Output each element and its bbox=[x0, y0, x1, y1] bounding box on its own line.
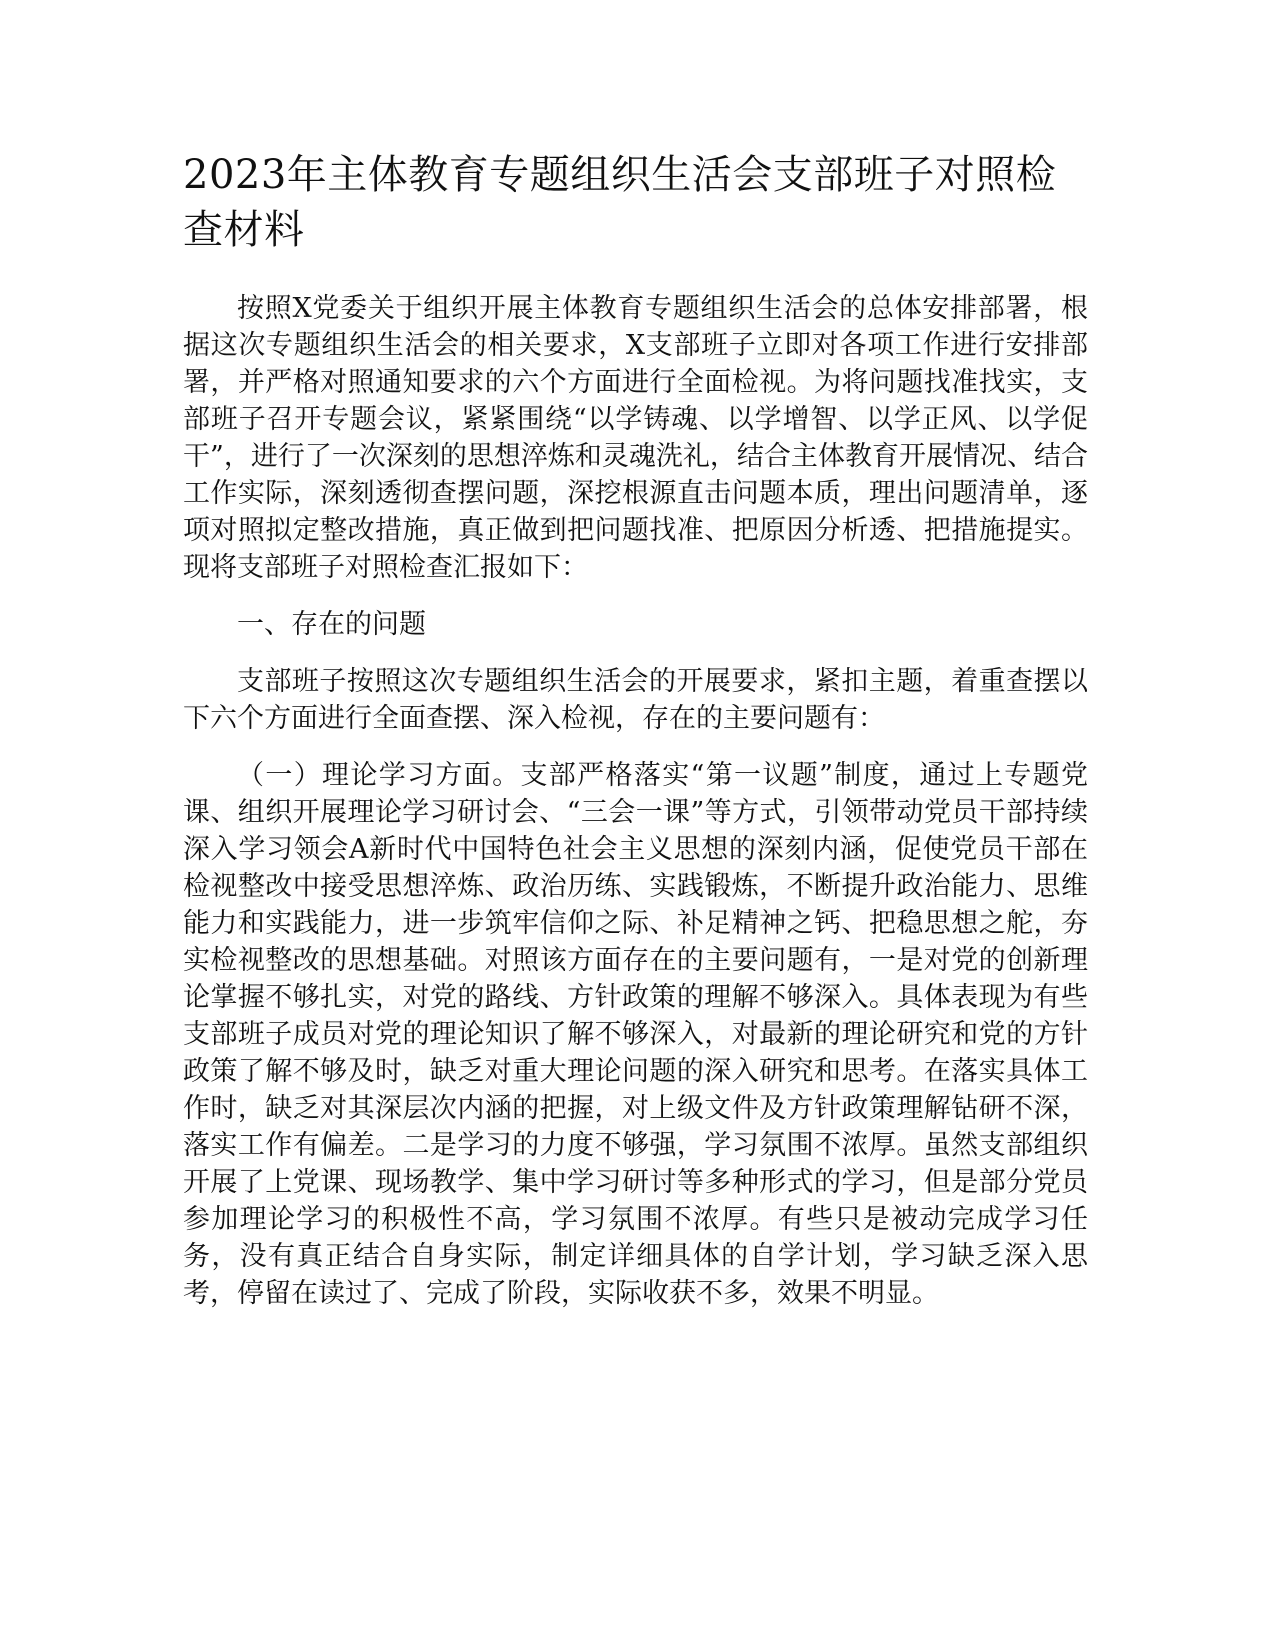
subsection-theory-study-paragraph: （一）理论学习方面。支部严格落实“第一议题”制度，通过上专题党课、组织开展理论学习研讨会、“三会一课”等方式，引领带动党员干部持续深入学习领会A新时代中国特色社会主义思想的深刻内涵，促使党员干部在检视整改中接受思想淬炼、政治历练、实践锻炼，不断提升政治能力、思维能力和实践能力，进一步筑牢信仰之际、补足精神之钙、把稳思想之舵，夯实检视整改的思想基础。对照该方面存在的主要问题有，一是对党的创新理论掌握不够扎实，对党的路线、方针政策的理解不够深入。具体表现为有些支部班子成员对党的理论知识了解不够深入，对最新的理论研究和党的方针政策了解不够及时，缺乏对重大理论问题的深入研究和思考。在落实具体工作时，缺乏对其深层次内涵的把握，对上级文件及方针政策理解钻研不深，落实工作有偏差。二是学习的力度不够强，学习氛围不浓厚。虽然支部组织开展了上党课、现场教学、集中学习研讨等多种形式的学习，但是部分党员参加理论学习的积极性不高，学习氛围不浓厚。有些只是被动完成学习任务，没有真正结合自身实际，制定详细具体的自学计划，学习缺乏深入思考，停留在读过了、完成了阶段，实际收获不多，效果不明显。 bbox=[183, 760, 1088, 1309]
document-body bbox=[183, 290, 1088, 1312]
section-heading: 一、存在的问题 bbox=[237, 609, 426, 640]
document-page bbox=[183, 148, 1088, 1312]
intro-paragraph: 按照X党委关于组织开展主体教育专题组织生活会的总体安排部署，根据这次专题组织生活会的相关要求，X支部班子立即对各项工作进行安排部署，并严格对照通知要求的六个方面进行全面检视。为将问题找准找实，支部班子召开专题会议，紧紧围绕“以学铸魂、以学增智、以学正风、以学促干”，进行了一次深刻的思想淬炼和灵魂洗礼，结合主体教育开展情况、结合工作实际，深刻透彻查摆问题，深挖根源直击问题本质，理出问题清单，逐项对照拟定整改措施，真正做到把问题找准、把原因分析透、把措施提实。现将支部班子对照检查汇报如下： bbox=[183, 293, 1088, 583]
document-title: 2023年主体教育专题组织生活会支部班子对照检查材料 bbox=[183, 152, 1057, 253]
section-intro-paragraph: 支部班子按照这次专题组织生活会的开展要求，紧扣主题，着重查摆以下六个方面进行全面查摆、深入检视，存在的主要问题有： bbox=[183, 666, 1088, 734]
